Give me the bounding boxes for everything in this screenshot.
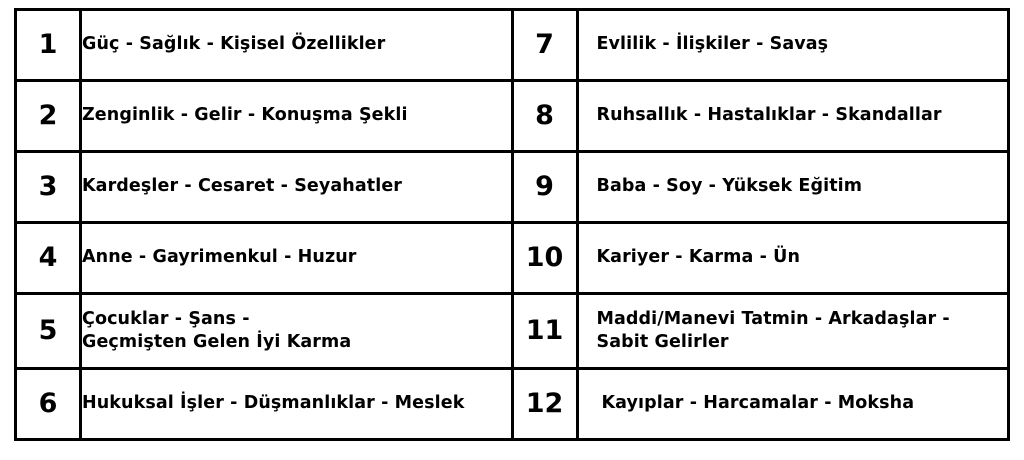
house-number-cell: 10: [512, 223, 577, 294]
house-meaning-line-2: Geçmişten Gelen İyi Karma: [82, 332, 352, 352]
house-meaning-cell: Ruhsallık - Hastalıklar - Skandallar: [577, 81, 1009, 152]
house-meaning-text: Kayıplar - Harcamalar - Moksha: [601, 393, 915, 414]
table-row: [16, 10, 1009, 81]
house-meaning-cell: Anne - Gayrimenkul - Huzur: [81, 223, 513, 294]
table-row: [16, 369, 1009, 440]
house-meaning-cell: Evlilik - İlişkiler - Savaş: [577, 10, 1009, 81]
house-meaning-cell: Baba - Soy - Yüksek Eğitim: [577, 152, 1009, 223]
house-meaning-cell: Kardeşler - Cesaret - Seyahatler: [81, 152, 513, 223]
house-number-cell: 12: [512, 369, 577, 440]
house-meaning-line-2: Sabit Gelirler: [596, 332, 729, 352]
house-meaning-cell: [577, 369, 1009, 440]
table-row: [16, 152, 1009, 223]
house-meaning-line-1: Çocuklar - Şans -: [82, 308, 250, 329]
house-number-cell: 4: [16, 223, 81, 294]
house-number-cell: 7: [512, 10, 577, 81]
house-number-cell: 1: [16, 10, 81, 81]
table-row: [16, 294, 1009, 369]
house-number-cell: 6: [16, 369, 81, 440]
house-number-cell: 2: [16, 81, 81, 152]
house-meaning-cell: Kariyer - Karma - Ün: [577, 223, 1009, 294]
houses-table: [14, 8, 1010, 441]
table-row: [16, 223, 1009, 294]
house-number-cell: 3: [16, 152, 81, 223]
house-number-cell: 8: [512, 81, 577, 152]
house-meaning-cell: [81, 294, 513, 369]
house-number-cell: 9: [512, 152, 577, 223]
house-number-cell: 5: [16, 294, 81, 369]
house-meaning-cell: Güç - Sağlık - Kişisel Özellikler: [81, 10, 513, 81]
house-number-cell: 11: [512, 294, 577, 369]
house-meaning-cell: [577, 294, 1009, 369]
house-meaning-cell: Zenginlik - Gelir - Konuşma Şekli: [81, 81, 513, 152]
table-row: [16, 81, 1009, 152]
house-meaning-cell: Hukuksal İşler - Düşmanlıklar - Meslek: [81, 369, 513, 440]
houses-table-body: [16, 10, 1009, 440]
house-meaning-line-1: Maddi/Manevi Tatmin - Arkadaşlar -: [596, 308, 950, 329]
